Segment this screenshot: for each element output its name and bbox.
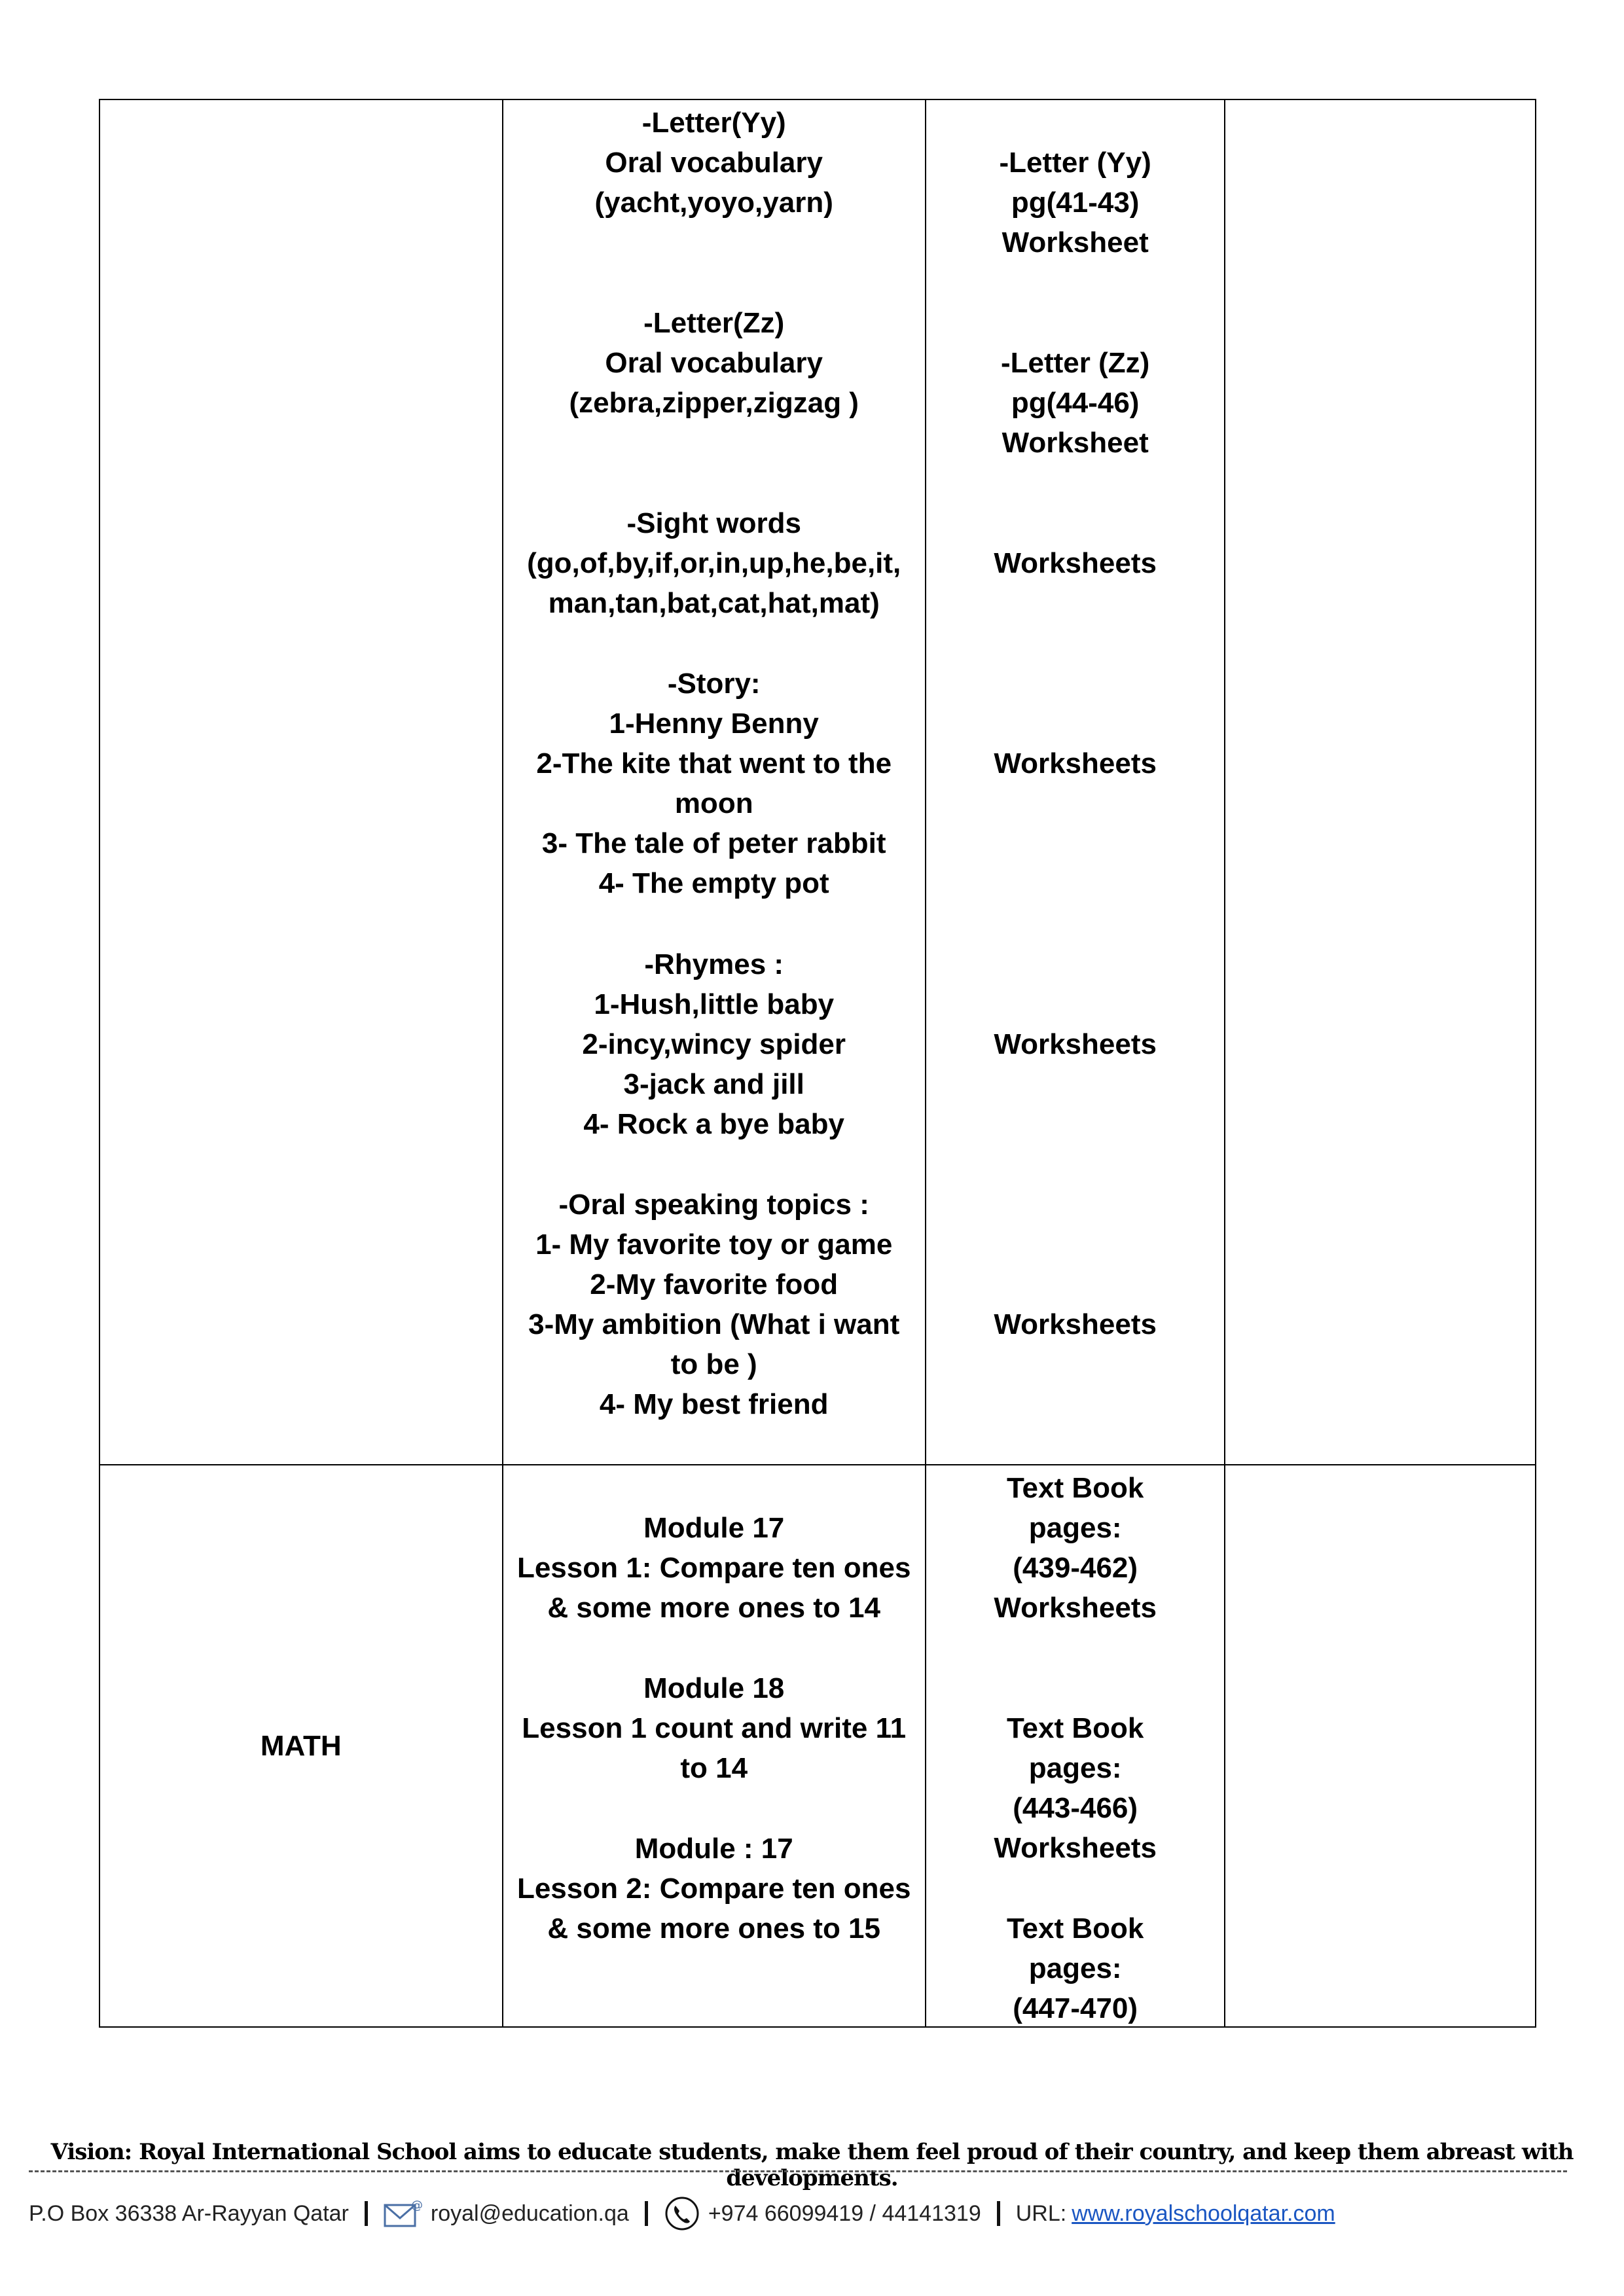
english-row [99, 99, 1536, 1465]
footer-divider [29, 2170, 1567, 2172]
resources-cell [926, 1465, 1225, 2027]
vision-statement: Vision: Royal International School aims to educate students, make them feel proud of their country, and keep them abreast with developments. [50, 2139, 1574, 2191]
text-line: Worksheet [1001, 226, 1149, 259]
text-line: Worksheets [994, 1308, 1157, 1340]
text-line: (447-470) [1013, 1992, 1138, 2024]
text-line: to 14 [680, 1752, 748, 1784]
resources-cell [926, 99, 1225, 1465]
email-icon [384, 2198, 423, 2229]
text-line: -Oral speaking topics : [558, 1189, 869, 1221]
contact-bar [29, 2194, 1600, 2233]
text-line: Oral vocabulary [605, 347, 823, 379]
text-line: Worksheets [994, 747, 1157, 780]
text-line: pg(44-46) [1011, 387, 1140, 419]
text-line: -Sight words [626, 507, 801, 539]
separator [645, 2201, 648, 2226]
text-line: -Letter (Yy) [999, 147, 1151, 179]
url-label: URL: [1015, 2200, 1067, 2226]
subject-cell [99, 1465, 503, 2027]
text-line: (439-462) [1013, 1552, 1138, 1584]
text-line: -Letter(Zz) [643, 307, 785, 339]
subject-label: MATH [260, 1730, 342, 1762]
text-block [503, 503, 925, 623]
text-line: 4- The empty pot [598, 867, 829, 899]
notes-cell [1225, 99, 1536, 1465]
text-line: Text Book [1006, 1712, 1144, 1744]
text-line: pg(41-43) [1011, 187, 1140, 219]
separator [997, 2201, 1000, 2226]
text-line: (yacht,yoyo,yarn) [594, 187, 833, 219]
text-line: 2-My favorite food [590, 1268, 839, 1300]
phone-icon [664, 2195, 700, 2232]
text-line: pages: [1028, 1752, 1122, 1784]
text-line: Text Book [1006, 1472, 1144, 1504]
text-block [503, 1185, 925, 1424]
text-line: to be ) [670, 1348, 757, 1380]
text-block [926, 1468, 1225, 1628]
text-line: 1-Hush,little baby [594, 988, 835, 1020]
text-line: moon [674, 787, 753, 819]
text-block [926, 143, 1225, 262]
text-line: Worksheets [994, 1028, 1157, 1060]
text-line: & some more ones to 14 [547, 1592, 880, 1624]
text-line: Lesson 1 count and write 11 [522, 1712, 907, 1744]
content-cell [503, 99, 926, 1465]
text-block [503, 1668, 925, 1788]
text-line: -Rhymes : [644, 948, 784, 980]
email-link[interactable]: royal@education.qa [430, 2200, 629, 2226]
text-line: 4- Rock a bye baby [583, 1108, 844, 1140]
text-block [503, 944, 925, 1144]
text-block [503, 1508, 925, 1628]
text-line: (zebra,zipper,zigzag ) [569, 387, 859, 419]
text-line: (443-466) [1013, 1792, 1138, 1824]
phone-number: +974 66099419 / 44141319 [708, 2200, 981, 2226]
text-block [926, 1708, 1225, 1868]
text-line: Oral vocabulary [605, 147, 823, 179]
text-block [926, 1024, 1225, 1064]
text-block [926, 1909, 1225, 2028]
text-line: 1- My favorite toy or game [535, 1229, 893, 1261]
text-block [503, 1829, 925, 1948]
text-line: Lesson 1: Compare ten ones [516, 1552, 911, 1584]
text-line: Module : 17 [634, 1833, 793, 1865]
content-cell [503, 1465, 926, 2027]
svg-text:@: @ [410, 2198, 423, 2212]
text-line: Lesson 2: Compare ten ones [516, 1873, 911, 1905]
text-line: -Letter (Zz) [1001, 347, 1150, 379]
text-line: 2-The kite that went to the [536, 747, 892, 780]
text-block [503, 664, 925, 903]
notes-cell [1225, 1465, 1536, 2027]
text-line: Worksheets [994, 547, 1157, 579]
text-line: -Letter(Yy) [641, 107, 786, 139]
text-line: pages: [1028, 1512, 1122, 1544]
text-line: pages: [1028, 1952, 1122, 1984]
text-line: 3-jack and jill [623, 1068, 804, 1100]
text-block [926, 744, 1225, 783]
text-line: -Story: [667, 668, 761, 700]
text-line: Worksheet [1001, 427, 1149, 459]
text-line: Module 17 [643, 1512, 785, 1544]
text-line: (go,of,by,if,or,in,up,he,be,it, [527, 547, 901, 579]
website-link[interactable]: www.royalschoolqatar.com [1072, 2200, 1335, 2226]
text-line: 4- My best friend [599, 1388, 829, 1420]
separator [365, 2201, 368, 2226]
text-block [503, 103, 925, 223]
text-line: 3- The tale of peter rabbit [541, 827, 886, 859]
math-row [99, 1465, 1536, 2027]
text-line: 2-incy,wincy spider [582, 1028, 846, 1060]
text-line: man,tan,bat,cat,hat,mat) [548, 587, 880, 619]
text-line: 3-My ambition (What i want [528, 1308, 900, 1340]
text-line: & some more ones to 15 [547, 1912, 880, 1945]
text-block [503, 303, 925, 423]
text-line: Text Book [1006, 1912, 1144, 1945]
curriculum-table [99, 99, 1536, 2028]
subject-cell-empty [99, 99, 503, 1465]
text-line: Worksheets [994, 1592, 1157, 1624]
text-block [926, 543, 1225, 583]
text-line: Module 18 [643, 1672, 785, 1704]
text-block [926, 1304, 1225, 1344]
text-line: 1-Henny Benny [609, 708, 819, 740]
text-block [926, 343, 1225, 463]
text-line: Worksheets [994, 1832, 1157, 1864]
address: P.O Box 36338 Ar-Rayyan Qatar [29, 2200, 349, 2226]
